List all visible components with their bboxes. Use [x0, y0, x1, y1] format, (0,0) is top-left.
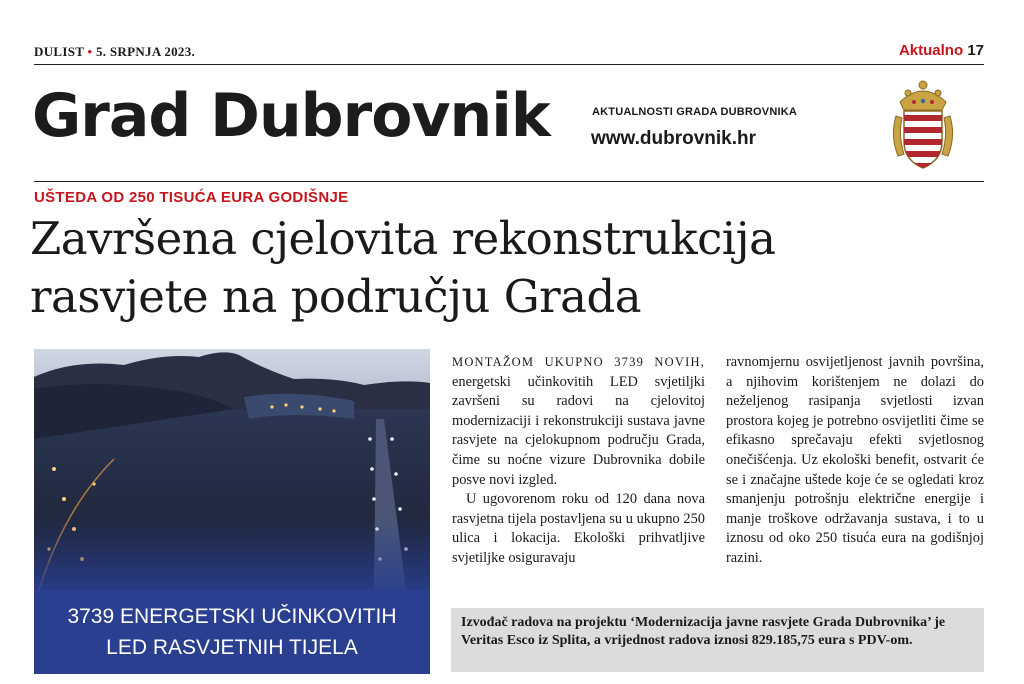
top-rule: [34, 64, 984, 65]
lead-caps: MONTAŽOM UKUPNO 3739 NOVIH,: [452, 355, 705, 369]
masthead-tagline: AKTUALNOSTI GRADA DUBROVNIKA: [592, 106, 798, 118]
photo-caption: [34, 590, 430, 674]
header-paper-date: [34, 44, 195, 60]
contractor-infobox: Izvođač radova na projektu ‘Modernizacija javne rasvjete Grada Dubrovnika’ je Veritas Esco iz Splita, a vrijednost radova iznosi 829.185,75 eura s PDV-om.: [451, 608, 984, 672]
article-kicker: UŠTEDA OD 250 TISUĆA EURA GODIŠNJE: [34, 189, 349, 206]
issue-date: 5. SRPNJA 2023.: [95, 44, 196, 59]
dubrovnik-coat-of-arms-icon: [890, 76, 956, 172]
paragraph-3: ravnomjernu osvijetljenost javnih površina, a njihovim korištenjem ne dolazi do neželjenog rasipanja svjetlosti izvan prostora kojeg je potrebno osvijetliti čime se efikasno sprečavaju efekti svjetlosnog onečišćenja. Uz ekološki benefit, ostvarit će se i značajne uštede koje će se ogledati kroz smanjenju potrošnju električne energije i manje troškove održavanja sustava, i to u iznosu od oko 250 tisuća eura na godišnjoj razini.: [726, 354, 984, 566]
photo-caption-line-1: 3739 ENERGETSKI UČINKOVITIH: [67, 605, 397, 628]
section-label: [899, 42, 984, 59]
article-headline: [30, 210, 775, 326]
masthead-title: Grad Dubrovnik: [32, 81, 550, 151]
night-city-photo: [34, 349, 430, 590]
header-separator: •: [87, 44, 93, 59]
article-column-2: [726, 353, 984, 569]
lead-text: energetski učinkovitih LED svjetiljki završeni su radovi na cjelovitoj modernizaciji i rekonstrukciji sustava javne rasvjete na cjelokupnom području Grada, čime su noćne vizure Dubrovnika dobile posve novi izgled.: [452, 373, 705, 488]
masthead-rule: [34, 181, 984, 182]
headline-line-1: Završena cjelovita rekonstrukcija: [30, 212, 776, 265]
photo-caption-line-2: LED RASVJETNIH TIJELA: [106, 636, 358, 659]
paragraph-2: U ugovorenom roku od 120 dana nova rasvjetna tijela postavljena su u ukupno 250 ulica i lokacija. Ekološki prihvatljive svjetiljke osiguravaju: [452, 491, 705, 566]
section-name: Aktualno: [898, 42, 964, 59]
masthead-url: www.dubrovnik.hr: [591, 128, 757, 149]
lead-paragraph: [452, 353, 705, 490]
paper-name: DULIST: [34, 44, 84, 59]
page-number: 17: [967, 42, 984, 59]
headline-line-2: rasvjete na području Grada: [30, 270, 642, 323]
article-column-1: [452, 353, 705, 569]
